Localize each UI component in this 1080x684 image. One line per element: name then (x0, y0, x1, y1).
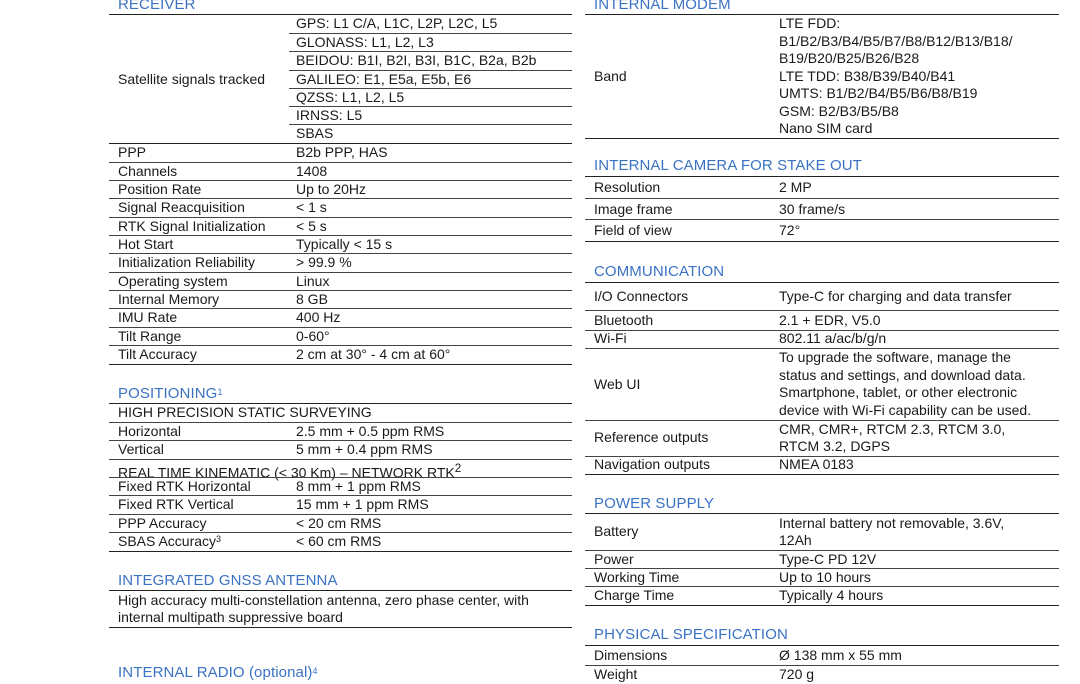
antenna-title: INTEGRATED GNSS ANTENNA (118, 572, 338, 589)
spec-label: Channels (118, 163, 178, 179)
signal-qzss: QZSS: L1, L2, L5 (296, 89, 405, 105)
divider (585, 605, 1059, 606)
divider (109, 551, 572, 552)
divider (585, 310, 1059, 311)
spec-label: Position Rate (118, 181, 202, 197)
spec-label: Horizontal (118, 423, 182, 439)
spec-value: Up to 20Hz (296, 181, 367, 197)
spec-label: Dimensions (594, 647, 668, 663)
divider (109, 364, 572, 365)
spec-value: 8 GB (296, 291, 328, 307)
spec-label: Fixed RTK Horizontal (118, 478, 251, 494)
spec-value: 1408 (296, 163, 328, 179)
spec-value: < 1 s (296, 199, 327, 215)
signal-galileo: GALILEO: E1, E5a, E5b, E6 (296, 71, 472, 87)
spec-label: IMU Rate (118, 309, 178, 325)
spec-label: Operating system (118, 273, 228, 289)
spec-label: PPP (118, 144, 147, 160)
spec-value: 2 MP (779, 179, 812, 195)
webui-line: device with Wi-Fi capability can be used. (779, 402, 1032, 418)
spec-value: Typically < 15 s (296, 236, 393, 252)
divider (585, 282, 1059, 283)
sbas-value: < 60 cm RMS (296, 533, 382, 549)
antenna-line-2: internal multipath suppressive board (118, 609, 343, 625)
spec-value: Typically 4 hours (779, 587, 884, 603)
spec-label: Field of view (594, 222, 672, 238)
spec-value: Linux (296, 273, 330, 289)
divider (585, 665, 1059, 666)
signal-beidou: BEIDOU: B1I, B2I, B3I, B1C, B2a, B2b (296, 52, 537, 68)
spec-label: Navigation outputs (594, 456, 710, 472)
spec-label: Signal Reacquisition (118, 199, 245, 215)
divider (585, 513, 1059, 514)
spec-value: Up to 10 hours (779, 569, 871, 585)
ref-line: RTCM 3.2, DGPS (779, 438, 890, 454)
spec-value: 5 mm + 0.4 ppm RMS (296, 441, 433, 457)
divider (585, 198, 1059, 199)
divider (585, 219, 1059, 220)
divider (109, 590, 572, 591)
battery-line: Internal battery not removable, 3.6V, (779, 515, 1005, 531)
ref-line: CMR, CMR+, RTCM 2.3, RTCM 3.0, (779, 421, 1006, 437)
signal-gps: GPS: L1 C/A, L1C, L2P, L2C, L5 (296, 15, 498, 31)
divider (585, 474, 1059, 475)
divider (109, 627, 572, 628)
band-line: LTE TDD: B38/B39/B40/B41 (779, 68, 956, 84)
band-line: LTE FDD: (779, 15, 841, 31)
spec-label: Initialization Reliability (118, 254, 255, 270)
webui-line: Smartphone, tablet, or other electronic (779, 384, 1018, 400)
receiver-title: RECEIVER (118, 0, 196, 13)
signal-irnss: IRNSS: L5 (296, 107, 363, 123)
spec-value: 72° (779, 222, 801, 238)
spec-value: < 20 cm RMS (296, 515, 382, 531)
spec-label: Image frame (594, 201, 673, 217)
webui-line: status and settings, and download data. (779, 367, 1026, 383)
physical-title: PHYSICAL SPECIFICATION (594, 626, 788, 643)
band-line: Nano SIM card (779, 120, 873, 136)
spec-label: I/O Connectors (594, 288, 689, 304)
band-line: UMTS: B1/B2/B4/B5/B6/B8/B19 (779, 85, 978, 101)
communication-title: COMMUNICATION (594, 263, 725, 280)
power-title: POWER SUPPLY (594, 495, 715, 512)
spec-label: Charge Time (594, 587, 675, 603)
spec-label: Resolution (594, 179, 661, 195)
spec-value: NMEA 0183 (779, 456, 854, 472)
spec-label: Reference outputs (594, 429, 709, 445)
signal-sbas: SBAS (296, 125, 334, 141)
spec-label: Tilt Range (118, 328, 182, 344)
spec-value: Ø 138 mm x 55 mm (779, 647, 902, 663)
spec-label: Working Time (594, 569, 680, 585)
spec-label: Fixed RTK Vertical (118, 496, 234, 512)
spec-label: Power (594, 551, 634, 567)
spec-value: 2 cm at 30° - 4 cm at 60° (296, 346, 451, 362)
band-label: Band (594, 68, 627, 84)
antenna-line-1: High accuracy multi-constellation antenna, zero phase center, with (118, 592, 529, 608)
spec-label: Tilt Accuracy (118, 346, 197, 362)
spec-label: PPP Accuracy (118, 515, 207, 531)
modem-title: INTERNAL MODEM (594, 0, 731, 13)
spec-value: 8 mm + 1 ppm RMS (296, 478, 421, 494)
band-line: B19/B20/B25/B26/B28 (779, 50, 920, 66)
spec-value: B2b PPP, HAS (296, 144, 388, 160)
spec-value: 30 frame/s (779, 201, 846, 217)
spec-label: Vertical (118, 441, 164, 457)
battery-line: 12Ah (779, 532, 812, 548)
spec-value: > 99.9 % (296, 254, 352, 270)
spec-value: 0-60° (296, 328, 330, 344)
spec-value: 720 g (779, 666, 815, 682)
radio-title: INTERNAL RADIO (optional)$^4$ (118, 664, 318, 681)
static-heading: HIGH PRECISION STATIC SURVEYING (118, 404, 372, 420)
camera-title: INTERNAL CAMERA FOR STAKE OUT (594, 157, 862, 174)
spec-value: 802.11 a/ac/b/g/n (779, 330, 887, 346)
spec-value: 15 mm + 1 ppm RMS (296, 496, 429, 512)
positioning-title: POSITIONING$^1$ (118, 385, 223, 402)
spec-label: RTK Signal Initialization (118, 218, 266, 234)
spec-label: Internal Memory (118, 291, 220, 307)
rtk-heading: REAL TIME KINEMATIC (< 30 Km) – NETWORK RTK$^2$ (118, 462, 462, 481)
divider (109, 162, 572, 163)
divider (585, 138, 1059, 139)
spec-label: Wi-Fi (594, 330, 627, 346)
spec-label: Web UI (594, 376, 641, 392)
divider (585, 645, 1059, 646)
spec-value: Type-C for charging and data transfer (779, 288, 1012, 304)
divider (109, 308, 572, 309)
sbas-label: SBAS Accuracy$^3$ (118, 533, 222, 549)
spec-label: Battery (594, 523, 639, 539)
spec-value: 2.1 + EDR, V5.0 (779, 312, 881, 328)
spec-label: Weight (594, 666, 638, 682)
spec-value: < 5 s (296, 218, 327, 234)
divider (585, 241, 1059, 242)
spec-value: 400 Hz (296, 309, 341, 325)
webui-line: To upgrade the software, manage the (779, 349, 1011, 365)
signal-glonass: GLONASS: L1, L2, L3 (296, 34, 434, 50)
spec-value: 2.5 mm + 0.5 ppm RMS (296, 423, 445, 439)
spec-label: Hot Start (118, 236, 174, 252)
signals-label: Satellite signals tracked (118, 71, 266, 87)
band-line: B1/B2/B3/B4/B5/B7/B8/B12/B13/B18/ (779, 33, 1013, 49)
band-line: GSM: B2/B3/B5/B8 (779, 103, 899, 119)
spec-label: Bluetooth (594, 312, 654, 328)
divider (585, 176, 1059, 177)
spec-value: Type-C PD 12V (779, 551, 877, 567)
